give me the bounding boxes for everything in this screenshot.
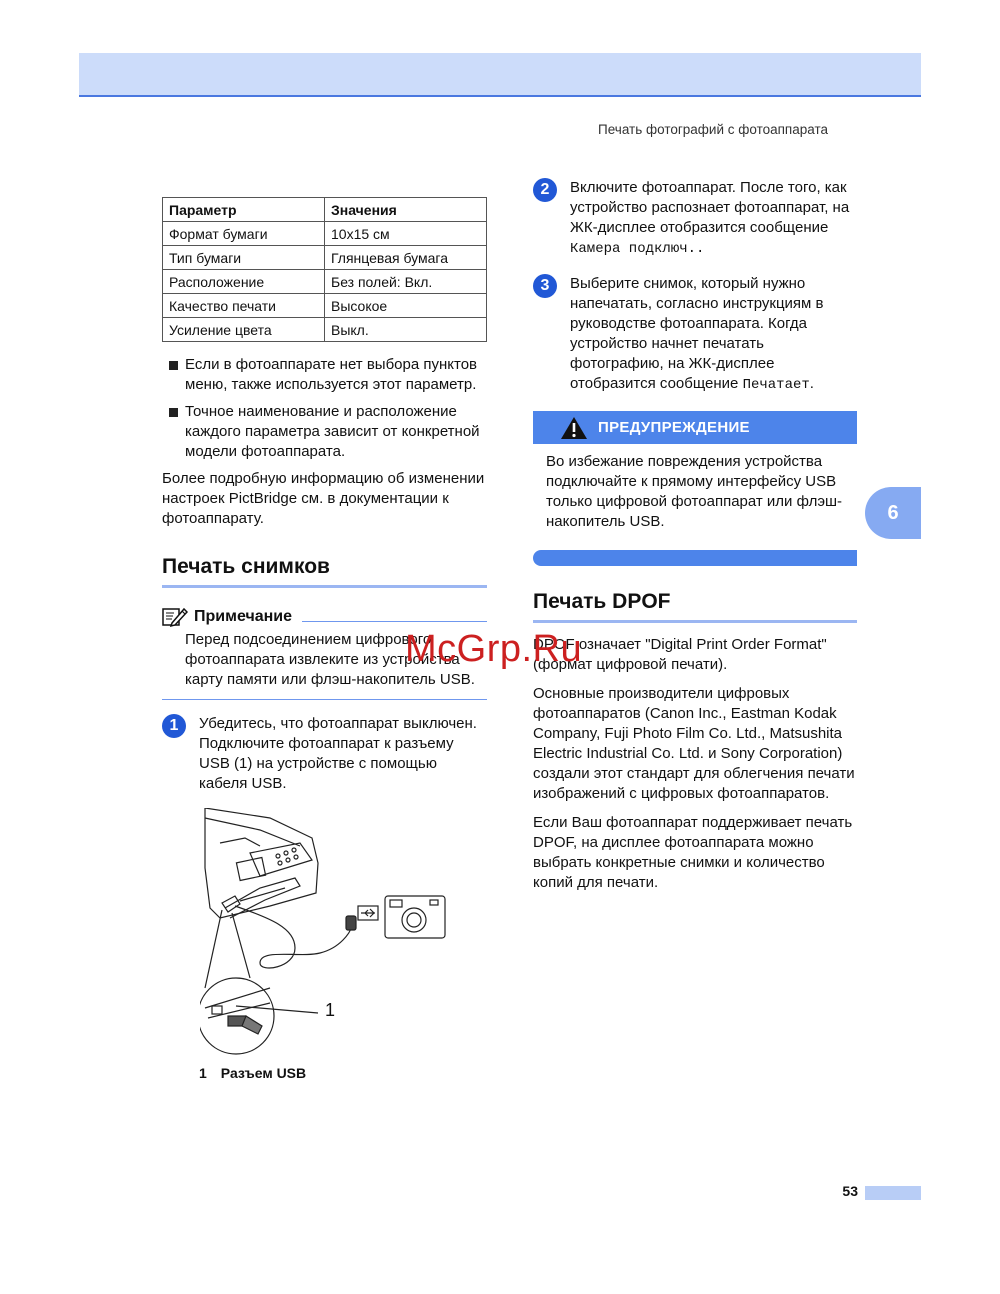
usb-connection-illustration: [200, 808, 480, 1063]
table-cell: Расположение: [163, 270, 325, 294]
more-info-paragraph: Более подробную информацию об изменении настроек PictBridge см. в документации к фотоаппарату.: [162, 470, 485, 527]
running-head: Печать фотографий с фотоаппарата: [598, 122, 828, 137]
square-bullet-icon: [169, 408, 178, 417]
list-item: [162, 355, 487, 395]
table-row: [163, 318, 487, 342]
dpof-paragraph-3: Если Ваш фотоаппарат поддерживает печать DPOF, на дисплее фотоаппарата можно выбрать конкретные снимки и количество копий для печати.: [533, 814, 853, 891]
dpof-paragraph-1: DPOF означает "Digital Print Order Format" (формат цифровой печати).: [533, 636, 827, 673]
table-row: [163, 246, 487, 270]
table-header-row: [163, 198, 487, 222]
table-cell: Выкл.: [325, 318, 487, 342]
note-rule: [302, 621, 487, 622]
step-1: [162, 714, 487, 794]
figure-callout-number: 1: [325, 1000, 336, 1020]
table-cell: Тип бумаги: [163, 246, 325, 270]
warning-title: ПРЕДУПРЕЖДЕНИЕ: [598, 419, 750, 436]
table-row: [163, 270, 487, 294]
warning-triangle-icon: [560, 416, 588, 440]
step-3-text: Выберите снимок, который нужно напечатать, согласно инструкциям в руководстве фотоаппарата. Когда устройство начнет печатать фотографию, на ЖК-дисплее отобразится сообщение: [570, 275, 824, 392]
table-cell: Усиление цвета: [163, 318, 325, 342]
step-3: [533, 274, 857, 395]
table-cell: Без полей: Вкл.: [325, 270, 487, 294]
note-text: Перед подсоединением цифрового фотоаппарата извлеките из устройства карту памяти или флэш-накопитель USB.: [185, 631, 475, 688]
caption-text: Разъем USB: [220, 1065, 307, 1081]
step-2-text: Включите фотоаппарат. После того, как устройство распознает фотоаппарат, на ЖК-дисплее отобразится сообщение: [570, 179, 850, 236]
parameter-table: [162, 197, 487, 342]
step-3-end: .: [809, 375, 814, 392]
lcd-message-camera-connected: Камера подключ..: [570, 241, 705, 257]
page-number-bar: [865, 1186, 921, 1200]
header-band: [79, 53, 921, 97]
table-header-cell: Значения: [325, 198, 487, 222]
list-item-text: Если в фотоаппарате нет выбора пунктов меню, также используется этот параметр.: [185, 356, 478, 393]
step-text: [570, 274, 857, 395]
list-item: [162, 402, 487, 462]
table-row: [163, 222, 487, 246]
step-number-badge: 3: [533, 274, 557, 298]
right-column: [533, 178, 857, 893]
caption-number: 1: [199, 1065, 207, 1081]
section-title-dpof: Печать DPOF: [533, 590, 857, 623]
dpof-paragraph-2: Основные производители цифровых фотоаппаратов (Canon Inc., Eastman Kodak Company, Fuji Photo Film Co. Ltd., Matsushita Electric Industrial Co. Ltd. и Sony Corporation) создали этот стандарт для облегчения печати изображений с цифровых фотоаппаратов.: [533, 685, 855, 802]
step-2: [533, 178, 857, 259]
printer-camera-drawing: [200, 808, 480, 1063]
table-cell: Глянцевая бумага: [325, 246, 487, 270]
step-text: [570, 178, 857, 259]
watermark: McGrp.Ru: [405, 628, 583, 670]
table-header-cell: Параметр: [163, 198, 325, 222]
table-row: [163, 294, 487, 318]
note-pencil-icon: [162, 606, 188, 628]
table-cell: 10x15 см: [325, 222, 487, 246]
list-item-text: Точное наименование и расположение каждого параметра зависит от конкретной модели фотоаппарата.: [185, 403, 480, 460]
step-text: Убедитесь, что фотоаппарат выключен. Подключите фотоаппарат к разъему USB (1) на устройстве с помощью кабеля USB.: [199, 715, 477, 792]
warning-box: [533, 411, 857, 566]
lcd-message-printing: Печатает: [742, 377, 810, 393]
section-title-print: Печать снимков: [162, 555, 487, 588]
warning-footer-bar: [533, 550, 857, 566]
page-number: 53: [842, 1183, 858, 1199]
note-title: Примечание: [194, 608, 293, 625]
bullet-list: [162, 355, 487, 462]
step-number-badge: 2: [533, 178, 557, 202]
table-cell: Формат бумаги: [163, 222, 325, 246]
step-number-badge: 1: [162, 714, 186, 738]
warning-header: [533, 411, 857, 444]
square-bullet-icon: [169, 361, 178, 370]
figure-caption: [199, 1065, 487, 1081]
warning-text: Во избежание повреждения устройства подключайте к прямому интерфейсу USB только цифровой фотоаппарат или флэш-накопитель USB.: [546, 453, 843, 530]
chapter-tab: 6: [865, 487, 921, 539]
table-cell: Качество печати: [163, 294, 325, 318]
table-cell: Высокое: [325, 294, 487, 318]
